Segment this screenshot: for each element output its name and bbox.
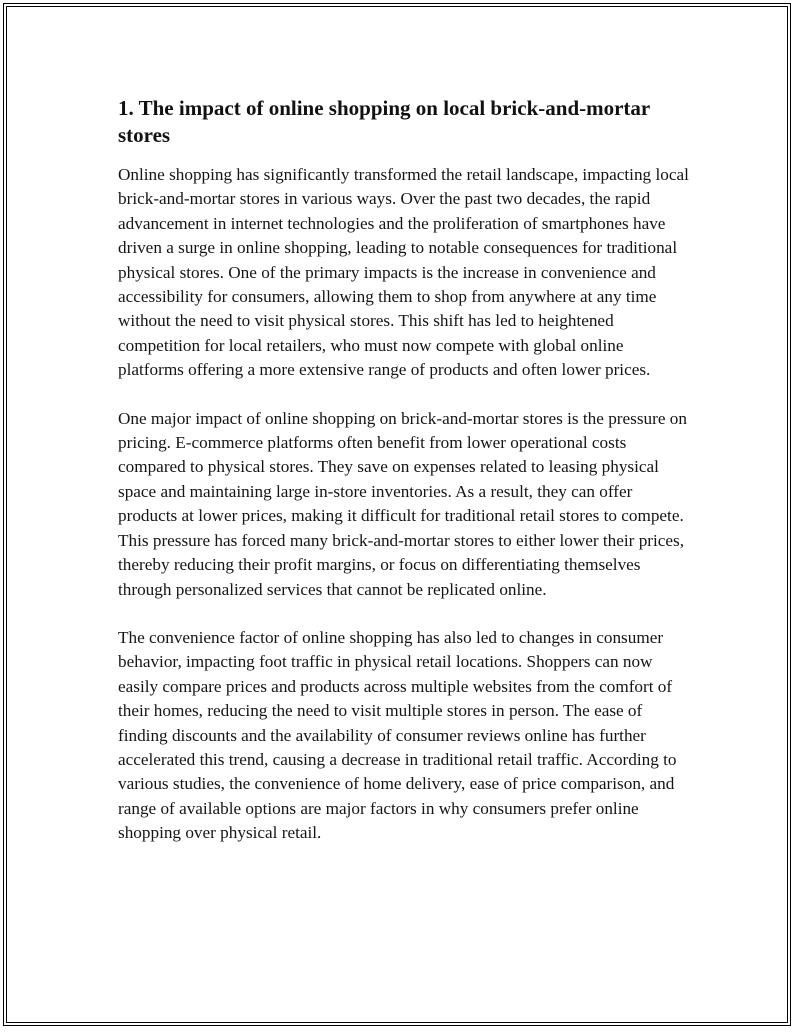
section-heading: 1. The impact of online shopping on local brick-and-mortar stores: [118, 96, 650, 147]
paragraph-3: The convenience factor of online shopping has also led to changes in consumer behavior, impacting foot traffic in physical retail locations. Shoppers can now easily compare prices and products across multiple websites from the comfort of their homes, reducing the need to visit multiple stores in person. The ease of finding discounts and the availability of consumer reviews online has further accelerated this trend, causing a decrease in traditional retail traffic. According to various studies, the convenience of home delivery, ease of price comparison, and range of available options are major factors in why consumers prefer online shopping over physical retail.: [118, 627, 677, 843]
paragraph-1: Online shopping has significantly transformed the retail landscape, impacting local brick-and-mortar stores in various ways. Over the past two decades, the rapid advancement in internet technologies and the proliferation of smartphones have driven a surge in online shopping, leading to notable consequences for traditional physical stores. One of the primary impacts is the increase in convenience and accessibility for consumers, allowing them to shop from anywhere at any time without the need to visit physical stores. This shift has led to heightened competition for local retailers, who must now compete with global online platforms offering a more extensive range of products and often lower prices.: [118, 165, 689, 380]
document-body: [118, 95, 690, 870]
paragraph-2: One major impact of online shopping on brick-and-mortar stores is the pressure on pricing. E-commerce platforms often benefit from lower operational costs compared to physical stores. They save on expenses related to leasing physical space and maintaining large in-store inventories. As a result, they can offer products at lower prices, making it difficult for traditional retail stores to compete. This pressure has forced many brick-and-mortar stores to either lower their prices, thereby reducing their profit margins, or focus on differentiating themselves through personalized services that cannot be replicated online.: [118, 408, 687, 599]
